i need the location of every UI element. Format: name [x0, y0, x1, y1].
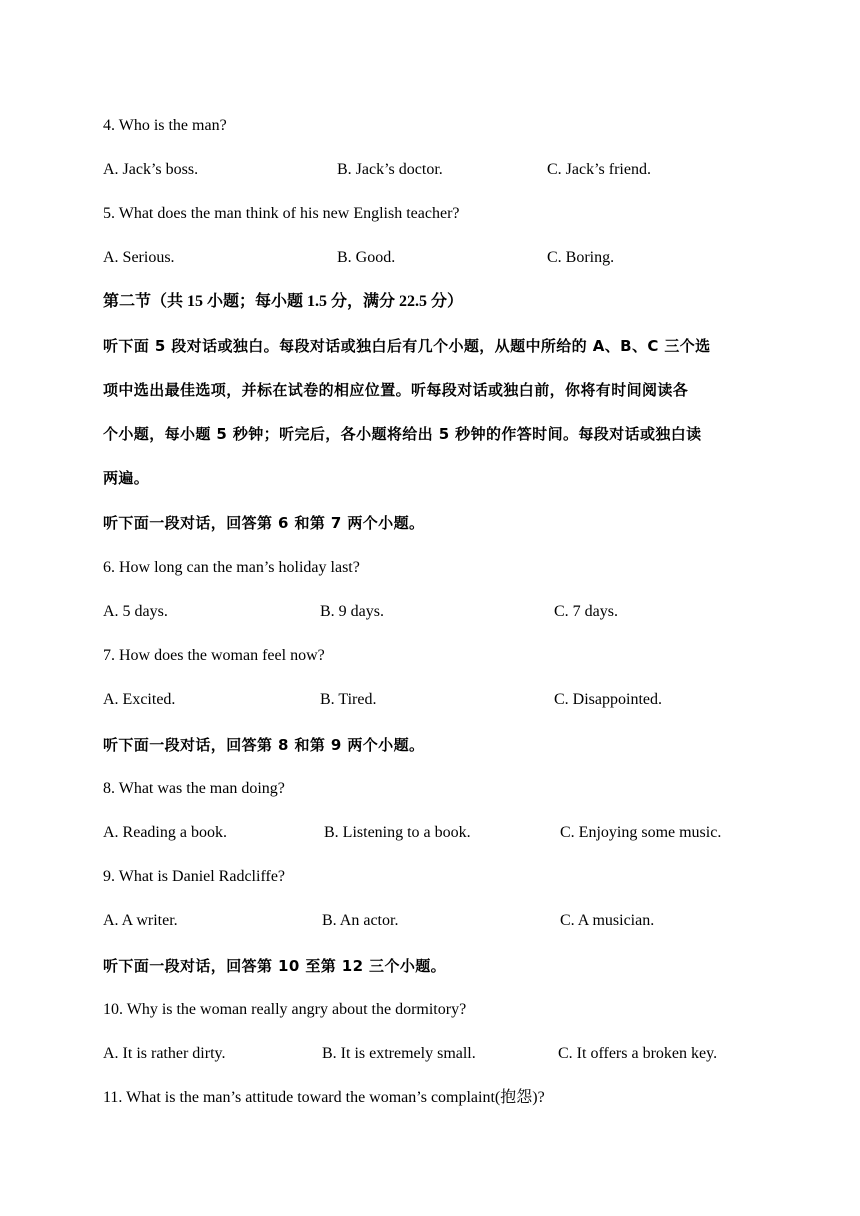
question-8-option-b: B. Listening to a book.	[324, 824, 471, 841]
dialogue-group-1-heading: 听下面一段对话，回答第 6 和第 7 两个小题。	[103, 514, 425, 532]
section-2-heading: 第二节（共 15 小题；每小题 1.5 分，满分 22.5 分）	[103, 293, 464, 310]
section-2-instruction-line-2: 项中选出最佳选项，并标在试卷的相应位置。听每段对话或独白前，你将有时间阅读各	[103, 381, 689, 399]
question-5-option-a: A. Serious.	[103, 249, 175, 266]
section-2-instruction-line-1: 听下面 5 段对话或独白。每段对话或独白后有几个小题，从题中所给的 A、B、C 三个选	[103, 337, 711, 355]
question-5-option-c: C. Boring.	[547, 249, 615, 266]
question-9-option-c: C. A musician.	[560, 912, 655, 929]
question-11-stem: 11. What is the man’s attitude toward the woman’s complaint(抱怨)?	[103, 1089, 545, 1106]
question-6-option-b: B. 9 days.	[320, 603, 384, 620]
question-7-option-b: B. Tired.	[320, 691, 377, 708]
question-8-option-c: C. Enjoying some music.	[560, 824, 722, 841]
question-7-option-a: A. Excited.	[103, 691, 176, 708]
question-7-option-c: C. Disappointed.	[554, 691, 662, 708]
question-9-stem: 9. What is Daniel Radcliffe?	[103, 868, 286, 885]
question-5-stem: 5. What does the man think of his new English teacher?	[103, 205, 460, 222]
section-2-instruction-line-4: 两遍。	[103, 469, 150, 487]
question-6-stem: 6. How long can the man’s holiday last?	[103, 559, 360, 576]
question-7-stem: 7. How does the woman feel now?	[103, 647, 325, 664]
question-4-option-c: C. Jack’s friend.	[547, 161, 651, 178]
question-6-option-a: A. 5 days.	[103, 603, 168, 620]
question-4-option-b: B. Jack’s doctor.	[337, 161, 443, 178]
question-4-stem: 4. Who is the man?	[103, 117, 227, 134]
dialogue-group-3-heading: 听下面一段对话，回答第 10 至第 12 三个小题。	[103, 957, 447, 975]
question-4-option-a: A. Jack’s boss.	[103, 161, 199, 178]
question-10-option-c: C. It offers a broken key.	[558, 1045, 718, 1062]
question-9-option-b: B. An actor.	[322, 912, 399, 929]
question-9-option-a: A. A writer.	[103, 912, 178, 929]
question-8-stem: 8. What was the man doing?	[103, 780, 285, 797]
question-10-option-a: A. It is rather dirty.	[103, 1045, 226, 1062]
section-2-instruction-line-3: 个小题，每小题 5 秒钟；听完后，各小题将给出 5 秒钟的作答时间。每段对话或独白读	[103, 425, 702, 443]
question-8-option-a: A. Reading a book.	[103, 824, 227, 841]
question-10-option-b: B. It is extremely small.	[322, 1045, 476, 1062]
question-6-option-c: C. 7 days.	[554, 603, 618, 620]
question-5-option-b: B. Good.	[337, 249, 396, 266]
question-10-stem: 10. Why is the woman really angry about the dormitory?	[103, 1001, 467, 1018]
dialogue-group-2-heading: 听下面一段对话，回答第 8 和第 9 两个小题。	[103, 736, 425, 754]
